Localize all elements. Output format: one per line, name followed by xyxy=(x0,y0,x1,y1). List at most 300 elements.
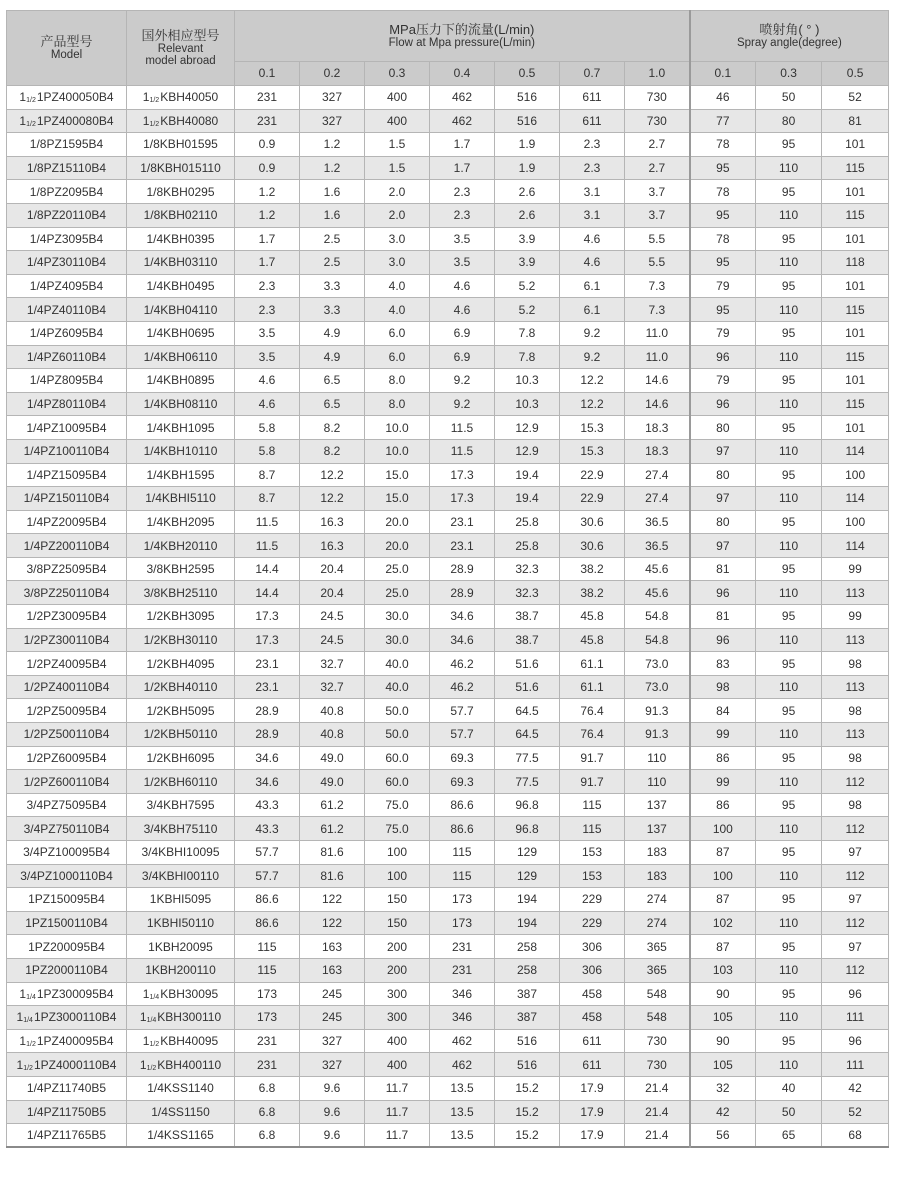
flow-cell: 50.0 xyxy=(365,699,430,723)
model-cell xyxy=(7,345,127,369)
table-row xyxy=(7,298,889,322)
angle-cell: 80 xyxy=(690,510,756,534)
angle-cell: 95 xyxy=(756,274,822,298)
model-cell-fraction: 1/4 xyxy=(26,993,36,1001)
abroad-model-cell-text: KBH40080 xyxy=(160,113,219,128)
flow-cell: 1.5 xyxy=(365,156,430,180)
flow-cell: 91.3 xyxy=(625,723,690,747)
model-cell xyxy=(7,321,127,345)
angle-cell: 110 xyxy=(756,770,822,794)
model-cell-text: 1/8PZ1595B4 xyxy=(29,137,104,152)
angle-header-cn: 喷射角( ° ) xyxy=(759,22,820,38)
table-row xyxy=(7,605,889,629)
flow-cell: 27.4 xyxy=(625,463,690,487)
abroad-model-cell-text: 3/4KBH7595 xyxy=(146,798,215,813)
angle-cell: 113 xyxy=(822,675,889,699)
angle-cell: 97 xyxy=(690,487,756,511)
flow-cell: 3.0 xyxy=(365,227,430,251)
flow-cell: 15.3 xyxy=(560,416,625,440)
abroad-model-cell xyxy=(127,487,235,511)
flow-cell: 2.7 xyxy=(625,133,690,157)
table-row xyxy=(7,864,889,888)
model-cell xyxy=(7,1053,127,1077)
table-row xyxy=(7,793,889,817)
model-cell xyxy=(7,227,127,251)
angle-cell: 84 xyxy=(690,699,756,723)
angle-cell: 95 xyxy=(756,888,822,912)
model-cell-text: 1/4PZ30110B4 xyxy=(26,255,107,270)
model-cell-text: 1/2PZ600110B4 xyxy=(23,774,110,789)
model-cell-text: 1PZ150095B4 xyxy=(28,892,105,907)
abroad-model-cell-text: 1/2KBH50110 xyxy=(143,727,218,742)
flow-cell: 11.7 xyxy=(365,1100,430,1124)
abroad-model-cell xyxy=(127,203,235,227)
abroad-model-cell xyxy=(127,605,235,629)
angle-cell: 113 xyxy=(822,723,889,747)
flow-cell: 462 xyxy=(430,109,495,133)
angle-cell: 110 xyxy=(756,1006,822,1030)
flow-cell: 15.3 xyxy=(560,439,625,463)
flow-cell: 32.7 xyxy=(300,675,365,699)
model-cell-prefix: 1 xyxy=(16,1057,24,1072)
model-cell-text: 1PZ400095B4 xyxy=(36,1034,114,1049)
angle-cell: 111 xyxy=(822,1006,889,1030)
abroad-model-cell xyxy=(127,958,235,982)
flow-cell: 91.7 xyxy=(560,746,625,770)
flow-cell: 46.2 xyxy=(430,652,495,676)
flow-cell: 300 xyxy=(365,1006,430,1030)
abroad-model-cell-fraction: 1/2 xyxy=(149,97,160,105)
angle-cell: 97 xyxy=(690,534,756,558)
angle-pressure-header: 0.3 xyxy=(756,62,822,86)
angle-cell: 110 xyxy=(756,1053,822,1077)
flow-cell: 2.3 xyxy=(235,298,300,322)
angle-cell: 101 xyxy=(822,133,889,157)
angle-cell: 95 xyxy=(756,321,822,345)
table-row xyxy=(7,1029,889,1053)
flow-cell: 115 xyxy=(430,841,495,865)
flow-cell: 75.0 xyxy=(365,817,430,841)
model-cell-text: 1/4PZ40110B4 xyxy=(26,302,107,317)
flow-cell: 183 xyxy=(625,864,690,888)
flow-cell: 46.2 xyxy=(430,675,495,699)
angle-cell: 52 xyxy=(822,86,889,110)
table-row xyxy=(7,345,889,369)
abroad-model-cell xyxy=(127,133,235,157)
angle-cell: 110 xyxy=(756,345,822,369)
flow-cell: 3.7 xyxy=(625,180,690,204)
abroad-model-cell-text: 1/2KBH6095 xyxy=(146,750,215,765)
angle-cell: 115 xyxy=(822,392,889,416)
table-row xyxy=(7,133,889,157)
model-cell xyxy=(7,1076,127,1100)
angle-cell: 97 xyxy=(822,841,889,865)
model-cell xyxy=(7,935,127,959)
abroad-header-cn: 国外相应型号 xyxy=(141,28,220,44)
angle-cell: 95 xyxy=(756,416,822,440)
model-cell xyxy=(7,298,127,322)
table-row xyxy=(7,1124,889,1148)
table-row xyxy=(7,746,889,770)
flow-header xyxy=(235,11,690,62)
flow-cell: 173 xyxy=(430,888,495,912)
flow-cell: 61.1 xyxy=(560,675,625,699)
angle-cell: 32 xyxy=(690,1076,756,1100)
model-cell xyxy=(7,1006,127,1030)
abroad-model-cell-text: KBH40050 xyxy=(160,90,219,105)
angle-cell: 101 xyxy=(822,274,889,298)
flow-cell: 231 xyxy=(430,935,495,959)
flow-cell: 115 xyxy=(560,817,625,841)
model-cell xyxy=(7,652,127,676)
flow-cell: 54.8 xyxy=(625,628,690,652)
flow-cell: 10.3 xyxy=(495,392,560,416)
flow-cell: 1.2 xyxy=(300,156,365,180)
flow-cell: 3.7 xyxy=(625,203,690,227)
flow-cell: 400 xyxy=(365,86,430,110)
flow-cell: 129 xyxy=(495,841,560,865)
angle-cell: 110 xyxy=(756,581,822,605)
model-cell xyxy=(7,156,127,180)
table-body xyxy=(7,86,889,1148)
abroad-model-cell xyxy=(127,675,235,699)
flow-cell: 100 xyxy=(365,864,430,888)
flow-cell: 73.0 xyxy=(625,652,690,676)
angle-cell: 110 xyxy=(756,958,822,982)
angle-header xyxy=(690,11,889,62)
spec-table-container xyxy=(6,10,888,1148)
flow-cell: 400 xyxy=(365,109,430,133)
model-cell-text: 1/4PZ15095B4 xyxy=(26,467,107,482)
flow-cell: 306 xyxy=(560,958,625,982)
model-cell xyxy=(7,109,127,133)
abroad-model-cell-prefix: 1 xyxy=(139,1010,147,1025)
flow-cell: 3.5 xyxy=(430,251,495,275)
flow-cell: 100 xyxy=(365,841,430,865)
angle-cell: 50 xyxy=(756,86,822,110)
table-row xyxy=(7,463,889,487)
angle-cell: 112 xyxy=(822,911,889,935)
abroad-model-cell xyxy=(127,156,235,180)
angle-cell: 101 xyxy=(822,180,889,204)
flow-cell: 25.8 xyxy=(495,510,560,534)
abroad-header-en2: model abroad xyxy=(145,54,216,67)
flow-cell: 611 xyxy=(560,1029,625,1053)
flow-cell: 548 xyxy=(625,1006,690,1030)
flow-cell: 45.8 xyxy=(560,628,625,652)
flow-cell: 6.5 xyxy=(300,392,365,416)
angle-cell: 77 xyxy=(690,109,756,133)
flow-cell: 730 xyxy=(625,86,690,110)
model-cell xyxy=(7,534,127,558)
flow-cell: 5.8 xyxy=(235,416,300,440)
table-row xyxy=(7,369,889,393)
angle-cell: 110 xyxy=(756,439,822,463)
angle-cell: 83 xyxy=(690,652,756,676)
table-row xyxy=(7,1006,889,1030)
flow-cell: 611 xyxy=(560,86,625,110)
abroad-model-cell xyxy=(127,251,235,275)
flow-cell: 38.2 xyxy=(560,581,625,605)
flow-cell: 15.2 xyxy=(495,1100,560,1124)
flow-cell: 3.0 xyxy=(365,251,430,275)
flow-cell: 611 xyxy=(560,109,625,133)
flow-cell: 516 xyxy=(495,1053,560,1077)
angle-cell: 95 xyxy=(756,605,822,629)
model-cell-text: 1PZ400080B4 xyxy=(36,113,114,128)
flow-cell: 245 xyxy=(300,982,365,1006)
abroad-model-cell-text: 1/4KBH1595 xyxy=(146,467,215,482)
angle-cell: 81 xyxy=(690,557,756,581)
abroad-model-cell-text: 1/8KBH015110 xyxy=(140,161,221,176)
table-row xyxy=(7,911,889,935)
flow-cell: 19.4 xyxy=(495,487,560,511)
flow-cell: 86.6 xyxy=(235,911,300,935)
model-cell xyxy=(7,203,127,227)
flow-cell: 115 xyxy=(235,935,300,959)
flow-cell: 12.2 xyxy=(300,463,365,487)
flow-cell: 15.2 xyxy=(495,1124,560,1148)
flow-cell: 30.0 xyxy=(365,605,430,629)
flow-cell: 12.9 xyxy=(495,416,560,440)
flow-cell: 17.9 xyxy=(560,1076,625,1100)
flow-cell: 24.5 xyxy=(300,605,365,629)
flow-cell: 11.0 xyxy=(625,321,690,345)
flow-cell: 548 xyxy=(625,982,690,1006)
flow-cell: 3.5 xyxy=(235,321,300,345)
flow-cell: 516 xyxy=(495,109,560,133)
model-cell-fraction: 1/4 xyxy=(23,1017,33,1025)
abroad-model-cell xyxy=(127,321,235,345)
flow-cell: 12.2 xyxy=(560,369,625,393)
flow-cell: 730 xyxy=(625,1053,690,1077)
flow-cell: 6.8 xyxy=(235,1124,300,1148)
flow-cell: 25.8 xyxy=(495,534,560,558)
flow-cell: 17.9 xyxy=(560,1124,625,1148)
flow-cell: 45.8 xyxy=(560,605,625,629)
flow-cell: 5.2 xyxy=(495,274,560,298)
flow-cell: 28.9 xyxy=(235,699,300,723)
angle-cell: 113 xyxy=(822,581,889,605)
table-row xyxy=(7,699,889,723)
flow-cell: 11.7 xyxy=(365,1124,430,1148)
flow-cell: 23.1 xyxy=(235,675,300,699)
flow-cell: 258 xyxy=(495,935,560,959)
table-row xyxy=(7,86,889,110)
angle-cell: 42 xyxy=(690,1100,756,1124)
abroad-model-cell-text: 1/2KBH4095 xyxy=(146,656,215,671)
angle-cell: 101 xyxy=(822,321,889,345)
flow-cell: 1.6 xyxy=(300,203,365,227)
abroad-model-cell-text: 1KBH20095 xyxy=(148,939,213,954)
flow-cell: 34.6 xyxy=(430,605,495,629)
model-cell-text: 1PZ1500110B4 xyxy=(25,916,108,931)
angle-cell: 87 xyxy=(690,841,756,865)
flow-cell: 245 xyxy=(300,1006,365,1030)
flow-cell: 0.9 xyxy=(235,133,300,157)
flow-cell: 28.9 xyxy=(235,723,300,747)
angle-cell: 78 xyxy=(690,133,756,157)
flow-cell: 20.4 xyxy=(300,557,365,581)
flow-cell: 1.2 xyxy=(300,133,365,157)
model-cell-text: 1/8PZ2095B4 xyxy=(29,184,104,199)
abroad-model-cell-text: 1KBHI5095 xyxy=(149,892,212,907)
flow-cell: 137 xyxy=(625,793,690,817)
angle-cell: 81 xyxy=(822,109,889,133)
model-cell-text: 1/4PZ4095B4 xyxy=(29,279,104,294)
flow-pressure-header: 0.7 xyxy=(560,62,625,86)
flow-cell: 6.1 xyxy=(560,274,625,298)
angle-cell: 100 xyxy=(690,817,756,841)
flow-cell: 9.2 xyxy=(430,369,495,393)
abroad-model-cell-text: 1/8KBH0295 xyxy=(146,184,215,199)
table-row xyxy=(7,675,889,699)
flow-cell: 15.0 xyxy=(365,463,430,487)
table-row xyxy=(7,1076,889,1100)
model-cell xyxy=(7,487,127,511)
flow-cell: 54.8 xyxy=(625,605,690,629)
angle-cell: 115 xyxy=(822,203,889,227)
flow-cell: 57.7 xyxy=(235,841,300,865)
flow-cell: 36.5 xyxy=(625,534,690,558)
model-cell-text: 1/4PZ150110B4 xyxy=(23,491,110,506)
table-row xyxy=(7,935,889,959)
model-header-cn: 产品型号 xyxy=(40,34,93,50)
flow-cell: 11.5 xyxy=(430,416,495,440)
flow-cell: 4.6 xyxy=(235,369,300,393)
model-cell xyxy=(7,723,127,747)
flow-cell: 34.6 xyxy=(430,628,495,652)
flow-cell: 23.1 xyxy=(430,534,495,558)
abroad-model-cell xyxy=(127,746,235,770)
angle-cell: 99 xyxy=(690,770,756,794)
flow-cell: 194 xyxy=(495,911,560,935)
model-cell-text: 1/4PZ80110B4 xyxy=(26,397,107,412)
flow-cell: 57.7 xyxy=(430,699,495,723)
abroad-model-cell xyxy=(127,510,235,534)
flow-cell: 57.7 xyxy=(235,864,300,888)
flow-cell: 183 xyxy=(625,841,690,865)
flow-cell: 2.3 xyxy=(560,156,625,180)
flow-cell: 3.9 xyxy=(495,251,560,275)
flow-cell: 9.2 xyxy=(430,392,495,416)
abroad-model-cell xyxy=(127,439,235,463)
flow-cell: 387 xyxy=(495,1006,560,1030)
flow-cell: 3.3 xyxy=(300,298,365,322)
flow-cell: 6.1 xyxy=(560,298,625,322)
angle-cell: 86 xyxy=(690,746,756,770)
abroad-model-cell xyxy=(127,274,235,298)
abroad-model-cell-prefix: 1 xyxy=(142,1034,150,1049)
flow-cell: 36.5 xyxy=(625,510,690,534)
abroad-model-cell xyxy=(127,1124,235,1148)
flow-cell: 21.4 xyxy=(625,1124,690,1148)
angle-cell: 56 xyxy=(690,1124,756,1148)
flow-cell: 69.3 xyxy=(430,746,495,770)
model-cell-text: 3/4PZ75095B4 xyxy=(26,798,107,813)
angle-cell: 114 xyxy=(822,439,889,463)
flow-cell: 23.1 xyxy=(235,652,300,676)
angle-cell: 95 xyxy=(756,652,822,676)
flow-cell: 122 xyxy=(300,888,365,912)
model-cell xyxy=(7,770,127,794)
flow-cell: 6.9 xyxy=(430,321,495,345)
abroad-model-cell-text: KBH300110 xyxy=(157,1010,222,1025)
angle-cell: 110 xyxy=(756,723,822,747)
flow-pressure-header: 0.5 xyxy=(495,62,560,86)
table-row xyxy=(7,392,889,416)
flow-cell: 1.2 xyxy=(235,180,300,204)
flow-cell: 86.6 xyxy=(430,817,495,841)
table-row xyxy=(7,109,889,133)
flow-cell: 1.7 xyxy=(235,251,300,275)
angle-cell: 98 xyxy=(822,746,889,770)
angle-cell: 98 xyxy=(822,652,889,676)
flow-cell: 43.3 xyxy=(235,817,300,841)
flow-cell: 611 xyxy=(560,1053,625,1077)
flow-cell: 365 xyxy=(625,958,690,982)
abroad-model-cell xyxy=(127,841,235,865)
angle-cell: 80 xyxy=(756,109,822,133)
model-cell-text: 1/2PZ500110B4 xyxy=(23,727,110,742)
abroad-model-cell-text: 1/4KBH0495 xyxy=(146,279,215,294)
flow-cell: 3.9 xyxy=(495,227,560,251)
abroad-model-cell xyxy=(127,392,235,416)
table-row xyxy=(7,274,889,298)
flow-cell: 153 xyxy=(560,864,625,888)
angle-cell: 42 xyxy=(822,1076,889,1100)
flow-cell: 8.7 xyxy=(235,487,300,511)
angle-cell: 112 xyxy=(822,958,889,982)
angle-cell: 105 xyxy=(690,1053,756,1077)
angle-pressure-header: 0.1 xyxy=(690,62,756,86)
angle-cell: 110 xyxy=(756,203,822,227)
angle-cell: 96 xyxy=(690,581,756,605)
flow-cell: 458 xyxy=(560,982,625,1006)
flow-cell: 12.9 xyxy=(495,439,560,463)
flow-cell: 4.9 xyxy=(300,345,365,369)
angle-cell: 99 xyxy=(690,723,756,747)
model-cell-text: 1PZ400050B4 xyxy=(36,90,114,105)
flow-cell: 14.4 xyxy=(235,581,300,605)
flow-cell: 2.5 xyxy=(300,227,365,251)
flow-pressure-header: 0.3 xyxy=(365,62,430,86)
table-row xyxy=(7,321,889,345)
flow-cell: 76.4 xyxy=(560,723,625,747)
model-cell xyxy=(7,392,127,416)
angle-cell: 95 xyxy=(690,251,756,275)
angle-cell: 110 xyxy=(756,817,822,841)
model-cell xyxy=(7,864,127,888)
abroad-model-cell xyxy=(127,652,235,676)
flow-cell: 400 xyxy=(365,1053,430,1077)
angle-cell: 98 xyxy=(822,793,889,817)
model-cell-text: 1PZ200095B4 xyxy=(28,939,105,954)
flow-cell: 10.0 xyxy=(365,439,430,463)
flow-cell: 81.6 xyxy=(300,841,365,865)
model-cell xyxy=(7,274,127,298)
flow-cell: 24.5 xyxy=(300,628,365,652)
flow-cell: 32.3 xyxy=(495,557,560,581)
flow-pressure-header: 0.4 xyxy=(430,62,495,86)
abroad-model-cell-prefix: 1 xyxy=(139,1057,147,1072)
angle-cell: 97 xyxy=(690,439,756,463)
angle-cell: 100 xyxy=(690,864,756,888)
model-cell-fraction: 1/2 xyxy=(26,97,36,105)
flow-header-en: Flow at Mpa pressure(L/min) xyxy=(388,36,535,49)
flow-cell: 173 xyxy=(430,911,495,935)
abroad-model-cell-text: 3/8KBH25110 xyxy=(143,585,218,600)
